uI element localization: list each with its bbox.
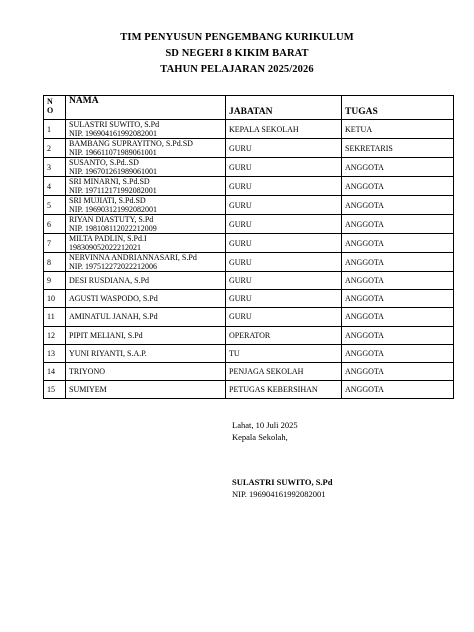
row-nama-cell [66,272,226,290]
row-number: 8 [44,253,66,272]
signature-place-date: Lahat, 10 Juli 2025 [232,420,298,430]
table-row [44,177,454,196]
row-tugas: ANGGOTA [342,253,454,272]
row-tugas: ANGGOTA [342,158,454,177]
staff-name: RIYAN DIASTUTY, S.Pd [69,215,154,224]
table-row [44,120,454,139]
row-number: 7 [44,234,66,253]
row-jabatan: GURU [226,272,342,290]
row-nama-cell [66,177,226,196]
signature-role: Kepala Sekolah, [232,432,288,442]
row-jabatan: GURU [226,177,342,196]
staff-name: PIPIT MELIANI, S.Pd [69,330,143,340]
row-number: 1 [44,120,66,139]
row-tugas: ANGGOTA [342,344,454,362]
table-header-row [44,96,454,120]
row-tugas: ANGGOTA [342,362,454,380]
row-jabatan: KEPALA SEKOLAH [226,120,342,139]
row-jabatan: PENJAGA SEKOLAH [226,362,342,380]
header-no-line2: O [47,106,54,115]
staff-nip: NIP. 197512272022212006 [69,262,158,271]
row-nama-cell [66,215,226,234]
row-tugas: ANGGOTA [342,234,454,253]
row-nama-cell [66,290,226,308]
staff-nip: NIP. 197112171992082001 [69,186,157,195]
row-tugas: ANGGOTA [342,326,454,344]
document-title-line-1: TIM PENYUSUN PENGEMBANG KURIKULUM [120,32,354,43]
staff-name: TRIYONO [69,367,105,377]
table-row [44,234,454,253]
staff-name: AMINATUL JANAH, S.Pd [69,312,158,322]
table-row [44,253,454,272]
staff-name: SRI MUJIATI, S.Pd.SD [69,196,146,205]
row-jabatan: GURU [226,139,342,158]
table-row [44,326,454,344]
row-nama-cell [66,158,226,177]
row-tugas: ANGGOTA [342,215,454,234]
signature-name: SULASTRI SUWITO, S.Pd [232,477,333,487]
row-jabatan: GURU [226,196,342,215]
staff-nip: NIP. 196904161992082001 [69,129,158,138]
table-row [44,362,454,380]
header-no-line1: N [47,97,53,106]
staff-name: NERVINNA ANDRIANNASARI, S.Pd [69,253,197,262]
table-row [44,215,454,234]
row-nama-cell [66,326,226,344]
staff-nip: NIP. 196611071989061001 [69,148,157,157]
staff-nip: 198309052022212021 [69,243,141,252]
table-row [44,344,454,362]
staff-table [43,95,454,399]
row-number: 6 [44,215,66,234]
staff-name: SUSANTO, S.Pd..SD [69,158,139,167]
row-number: 13 [44,344,66,362]
staff-name: SRI MINARNI, S.Pd.SD [69,177,150,186]
row-jabatan: GURU [226,215,342,234]
staff-name: MILTA PADLIN, S.Pd.I [69,234,147,243]
row-nama-cell [66,120,226,139]
row-jabatan: TU [226,344,342,362]
header-jabatan: JABATAN [226,96,342,120]
row-jabatan: GURU [226,234,342,253]
row-number: 11 [44,308,66,326]
row-jabatan: GURU [226,308,342,326]
row-tugas: SEKRETARIS [342,139,454,158]
row-number: 10 [44,290,66,308]
header-tugas: TUGAS [342,96,454,120]
row-tugas: KETUA [342,120,454,139]
staff-nip: NIP. 196903121992082001 [69,205,158,214]
table-row [44,272,454,290]
header-no [44,96,66,120]
staff-name: SULASTRI SUWITO, S.Pd [69,120,160,129]
document-title-line-2: SD NEGERI 8 KIKIM BARAT [165,48,309,59]
table-row [44,158,454,177]
staff-name: YUNI RIYANTI, S.A.P. [69,348,147,358]
row-number: 9 [44,272,66,290]
row-nama-cell [66,308,226,326]
staff-name: DESI RUSDIANA, S.Pd [69,276,150,286]
row-number: 14 [44,362,66,380]
row-number: 5 [44,196,66,215]
row-tugas: ANGGOTA [342,177,454,196]
table-row [44,381,454,399]
row-jabatan: OPERATOR [226,326,342,344]
staff-nip: NIP. 198108112022212009 [69,224,157,233]
staff-name: BAMBANG SUPRAYITNO, S.Pd.SD [69,139,193,148]
row-nama-cell [66,253,226,272]
row-nama-cell [66,362,226,380]
row-number: 2 [44,139,66,158]
header-nama: NAMA [66,96,226,120]
row-number: 15 [44,381,66,399]
row-tugas: ANGGOTA [342,272,454,290]
table-row [44,139,454,158]
row-number: 3 [44,158,66,177]
row-jabatan: GURU [226,253,342,272]
staff-nip: NIP. 196701261989061001 [69,167,158,176]
table-row [44,308,454,326]
staff-name: AGUSTI WASPODO, S.Pd [69,294,158,304]
row-number: 4 [44,177,66,196]
row-nama-cell [66,139,226,158]
document-title-line-3: TAHUN PELAJARAN 2025/2026 [160,64,314,75]
row-nama-cell [66,344,226,362]
row-tugas: ANGGOTA [342,308,454,326]
row-jabatan: GURU [226,158,342,177]
row-number: 12 [44,326,66,344]
table-row [44,290,454,308]
signature-nip: NIP. 196904161992082001 [232,489,326,499]
row-jabatan: PETUGAS KEBERSIHAN [226,381,342,399]
table-row [44,196,454,215]
row-nama-cell [66,196,226,215]
row-tugas: ANGGOTA [342,381,454,399]
staff-name: SUMIYEM [69,385,107,395]
row-jabatan: GURU [226,290,342,308]
row-nama-cell [66,234,226,253]
row-nama-cell [66,381,226,399]
row-tugas: ANGGOTA [342,290,454,308]
row-tugas: ANGGOTA [342,196,454,215]
staff-table-body [44,120,454,399]
